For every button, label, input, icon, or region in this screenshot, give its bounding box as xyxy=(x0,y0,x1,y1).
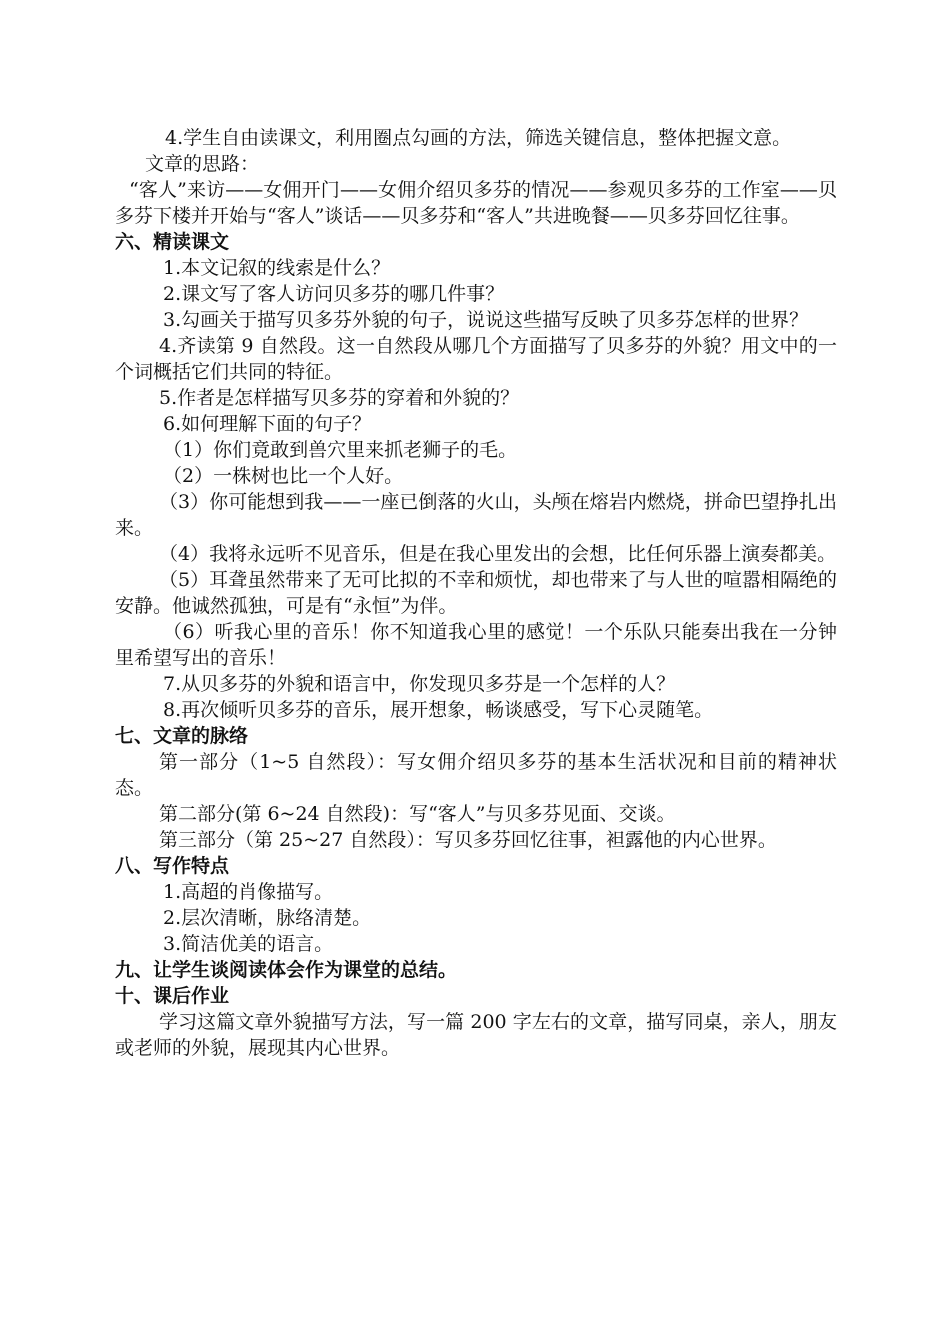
document-page xyxy=(115,125,837,1061)
section-heading-10: 十、课后作业 xyxy=(115,985,230,1007)
question-6: 6.如何理解下面的句子？ xyxy=(163,413,372,435)
sentence-item-4: （4）我将永远听不见音乐，但是在我心里发出的会想，比任何乐器上演奏都美。 xyxy=(159,543,837,565)
homework-paragraph: 学习这篇文章外貌描写方法，写一篇 200 字左右的文章，描写同桌，亲人，朋友或老师的外貌，展现其内心世界。 xyxy=(115,1011,837,1059)
sentence-item-5: （5）耳聋虽然带来了无可比拟的不幸和烦忧，却也带来了与人世的喧嚣相隔绝的安静。他诚然孤独，可是有“永恒”为伴。 xyxy=(115,569,837,617)
question-7: 7.从贝多芬的外貌和语言中，你发现贝多芬是一个怎样的人？ xyxy=(163,673,676,695)
sentence-item-3: （3）你可能想到我——一座已倒落的火山，头颅在熔岩内燃烧，拼命巴望挣扎出来。 xyxy=(115,491,837,539)
section-heading-7: 七、文章的脉络 xyxy=(115,725,249,747)
question-1: 1.本文记叙的线索是什么？ xyxy=(163,257,391,279)
feature-2: 2.层次清晰，脉络清楚。 xyxy=(163,907,372,929)
question-8: 8.再次倾听贝多芬的音乐，展开想象，畅谈感受，写下心灵随笔。 xyxy=(163,699,714,721)
question-3: 3.勾画关于描写贝多芬外貌的句子，说说这些描写反映了贝多芬怎样的世界？ xyxy=(163,309,809,331)
feature-3: 3.简洁优美的语言。 xyxy=(163,933,334,955)
structure-part-3: 第三部分（第 25~27 自然段）：写贝多芬回忆往事，袒露他的内心世界。 xyxy=(159,829,777,851)
section-heading-6: 六、精读课文 xyxy=(115,231,230,253)
question-5: 5.作者是怎样描写贝多芬的穿着和外貌的？ xyxy=(159,387,520,409)
paragraph-step-4: 4.学生自由读课文，利用圈点勾画的方法，筛选关键信息，整体把握文意。 xyxy=(165,127,792,149)
paragraph-article-outline-label: 文章的思路： xyxy=(145,153,260,175)
sentence-item-1: （1）你们竟敢到兽穴里来抓老狮子的毛。 xyxy=(163,439,518,461)
feature-1: 1.高超的肖像描写。 xyxy=(163,881,334,903)
sentence-item-6: （6）听我心里的音乐！你不知道我心里的感觉！一个乐队只能奏出我在一分钟里希望写出的音乐！ xyxy=(115,621,837,669)
structure-part-2: 第二部分(第 6~24 自然段)：写“客人”与贝多芬见面、交谈。 xyxy=(159,803,676,825)
paragraph-article-outline: “客人”来访——女佣开门——女佣介绍贝多芬的情况——参观贝多芬的工作室——贝多芬下楼并开始与“客人”谈话——贝多芬和“客人”共进晚餐——贝多芬回忆往事。 xyxy=(115,179,837,227)
section-heading-8: 八、写作特点 xyxy=(115,855,230,877)
section-heading-9: 九、让学生谈阅读体会作为课堂的总结。 xyxy=(115,959,458,981)
question-4: 4.齐读第 9 自然段。这一自然段从哪几个方面描写了贝多芬的外貌？用文中的一个词概括它们共同的特征。 xyxy=(115,335,837,383)
sentence-item-2: （2）一株树也比一个人好。 xyxy=(163,465,404,487)
structure-part-1: 第一部分（1~5 自然段）：写女佣介绍贝多芬的基本生活状况和目前的精神状态。 xyxy=(115,751,837,799)
question-2: 2.课文写了客人访问贝多芬的哪几件事？ xyxy=(163,283,505,305)
